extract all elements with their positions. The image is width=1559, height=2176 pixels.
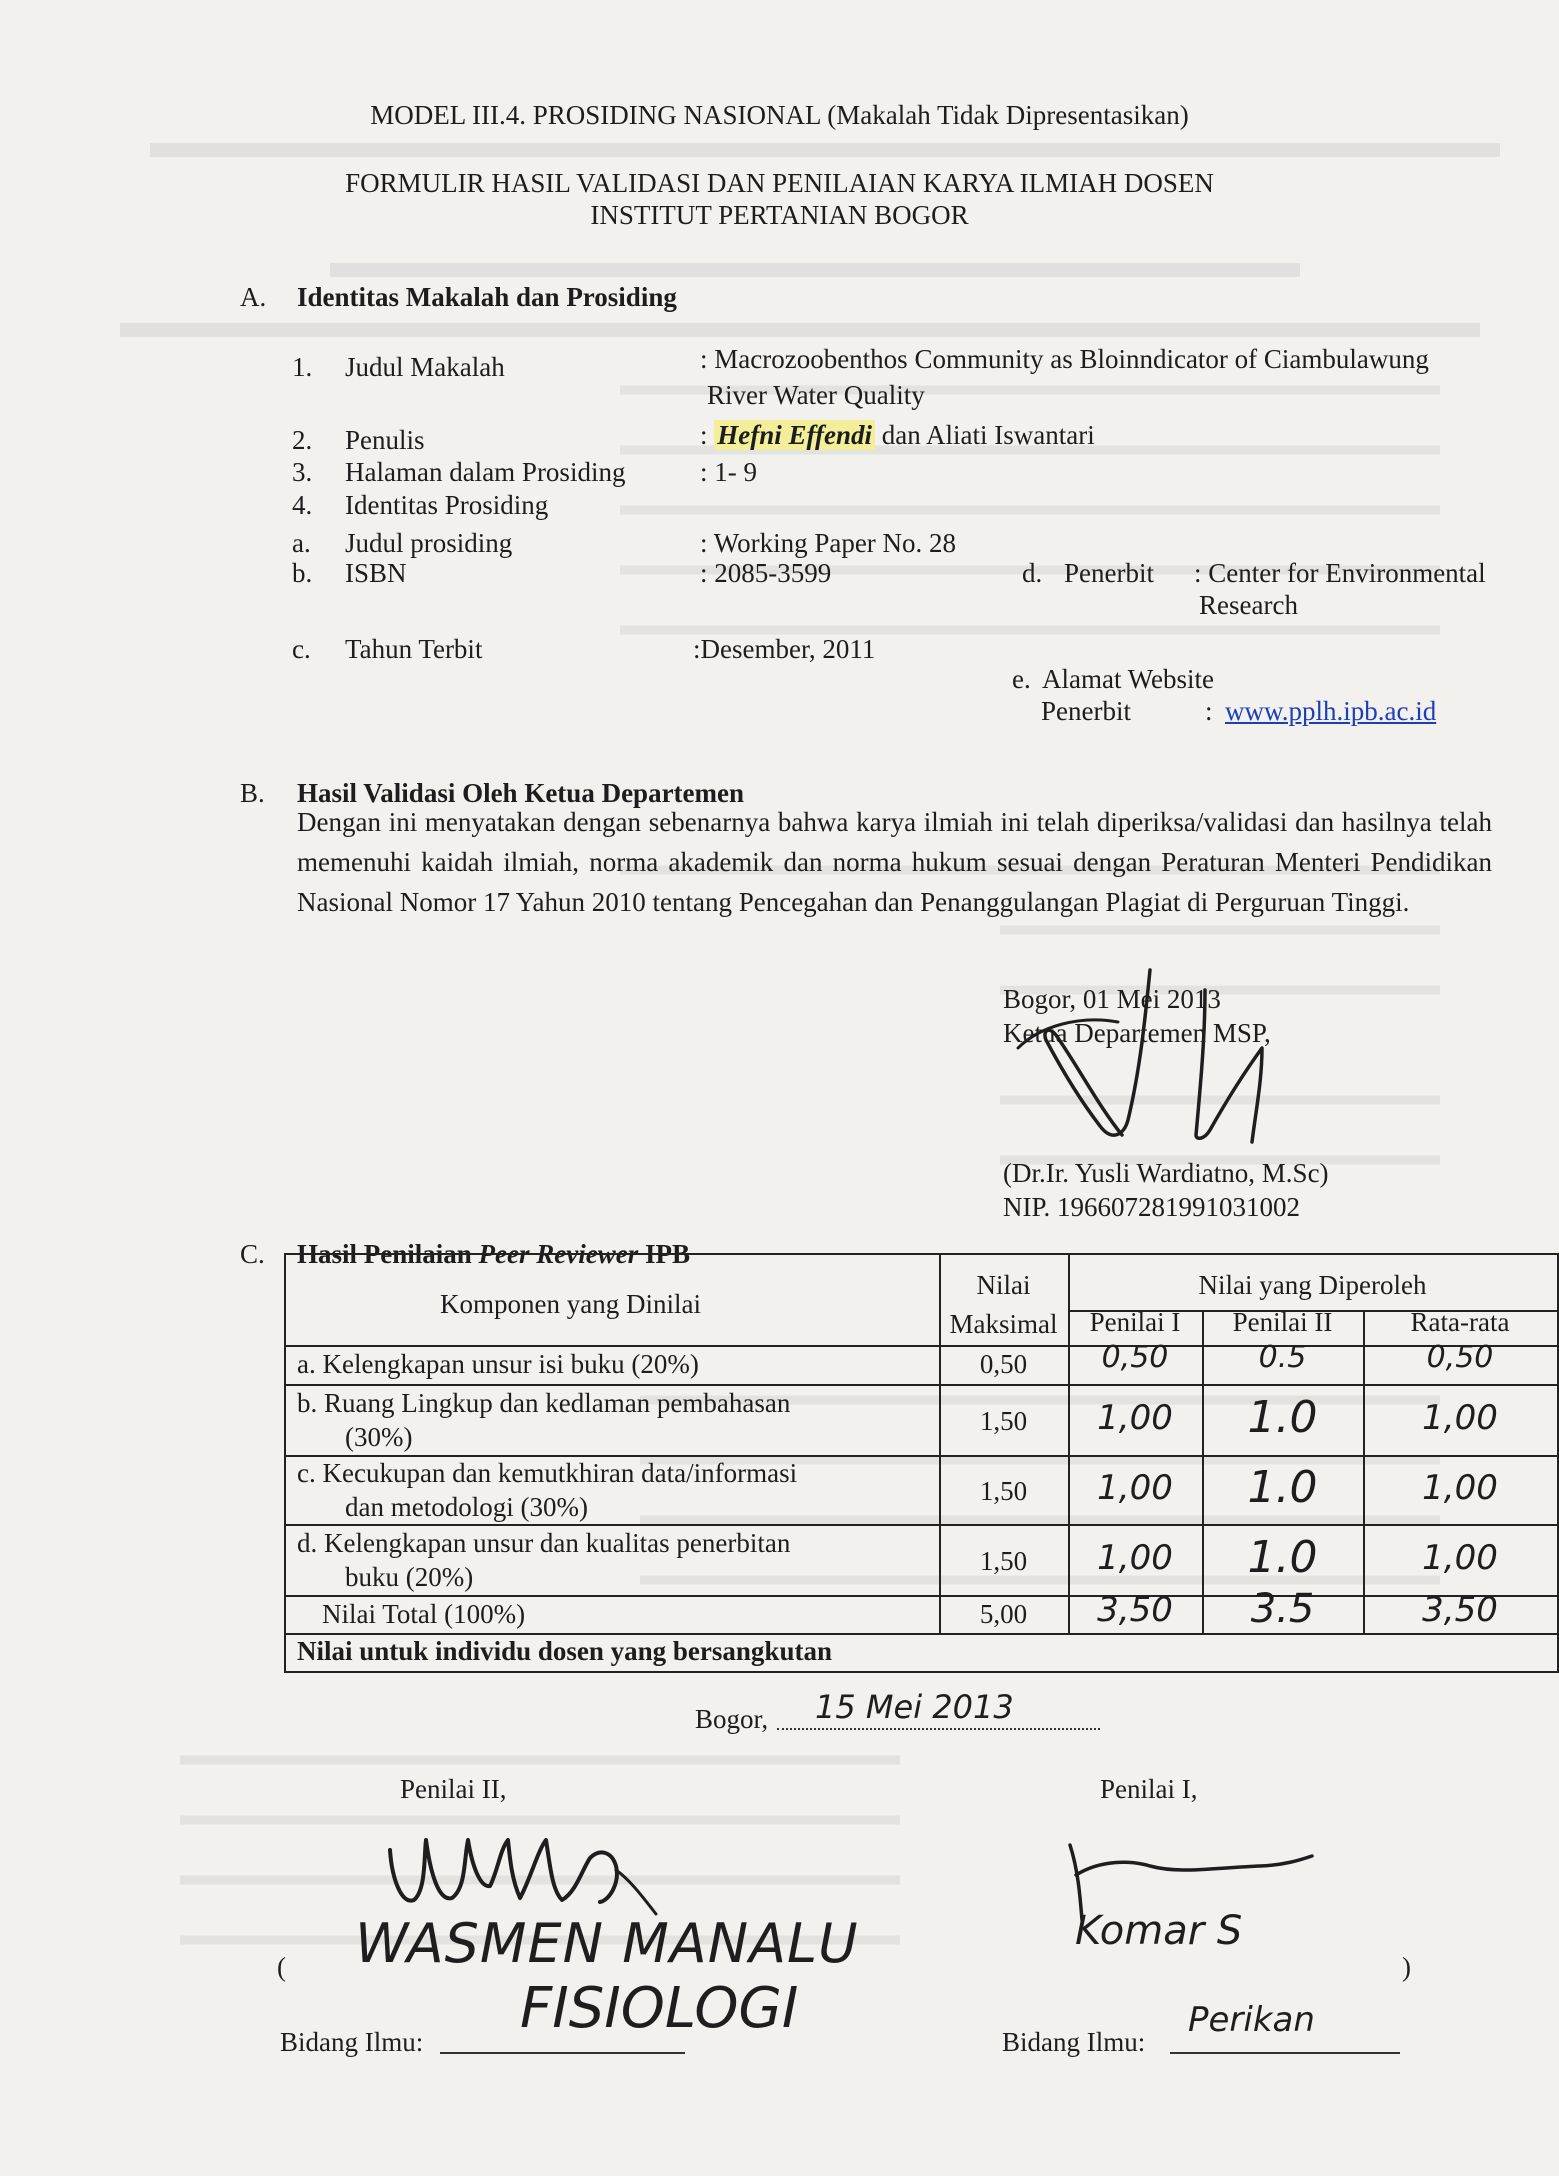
row-b-max: 1,50: [979, 1406, 1028, 1436]
row-c-max: 1,50: [979, 1476, 1028, 1506]
row-d-p1: 1,00: [1097, 1538, 1173, 1578]
sub-b-label: ISBN: [345, 558, 407, 588]
head-nilai: Nilai: [976, 1270, 1031, 1300]
sub-d-value: : Center for Environmental: [1194, 558, 1486, 588]
bidang-ilmu-label-left: Bidang Ilmu:: [280, 2027, 424, 2057]
row-c-p1: 1,00: [1097, 1468, 1173, 1508]
header-line-2: FORMULIR HASIL VALIDASI DAN PENILAIAN KARYA ILMIAH DOSEN: [345, 168, 1214, 198]
item-4-num: 4.: [292, 490, 313, 520]
item-1-value: : Macrozoobenthos Community as Bloinndicator of Ciambulawung: [700, 344, 1429, 374]
author-highlight: Hefni Effendi: [714, 420, 875, 450]
section-c-title-pre: Hasil Penilaian: [297, 1239, 479, 1269]
penilai-2-label: Penilai II,: [400, 1774, 507, 1804]
sub-e-label: Alamat Website: [1042, 664, 1215, 694]
row-c-avg: 1,00: [1422, 1468, 1498, 1508]
sub-e-letter: e.: [1012, 664, 1031, 694]
total-p2: 3.5: [1250, 1586, 1315, 1632]
sub-a-letter: a.: [292, 528, 311, 558]
row-c-label-2: dan metodologi (30%): [345, 1492, 588, 1522]
author-rest: dan Aliati Iswantari: [875, 420, 1095, 450]
head-component: Komponen yang Dinilai: [440, 1289, 701, 1319]
department-head-signature: [1000, 930, 1340, 1160]
item-4-label: Identitas Prosiding: [345, 490, 549, 520]
bidang-ilmu-value-left: FISIOLOGI: [520, 1976, 799, 2041]
footer-date-hand: 15 Mei 2013: [815, 1688, 1014, 1726]
head-penilai-1: Penilai I: [1089, 1307, 1181, 1337]
total-avg: 3,50: [1422, 1590, 1498, 1630]
row-a-p1: 0,50: [1101, 1340, 1169, 1375]
sub-d-letter: d.: [1022, 558, 1043, 588]
row-b-p1: 1,00: [1097, 1398, 1173, 1438]
head-maksimal: Maksimal: [949, 1309, 1058, 1339]
validation-name: (Dr.Ir. Yusli Wardiatno, M.Sc): [1003, 1158, 1329, 1188]
item-1-label: Judul Makalah: [345, 352, 505, 382]
validation-position: Ketua Departemen MSP,: [1003, 1018, 1271, 1048]
header-line-3: INSTITUT PERTANIAN BOGOR: [590, 200, 969, 230]
sub-c-value: :Desember, 2011: [693, 634, 876, 664]
sub-a-value: : Working Paper No. 28: [700, 528, 957, 558]
row-a-avg: 0,50: [1426, 1340, 1494, 1375]
bidang-ilmu-label-right: Bidang Ilmu:: [1002, 2027, 1146, 2057]
row-a-max: 0,50: [979, 1349, 1028, 1379]
sub-a-label: Judul prosiding: [345, 528, 513, 558]
item-3-value: : 1- 9: [700, 457, 757, 487]
section-c-letter: C.: [240, 1239, 265, 1269]
header-line-1: MODEL III.4. PROSIDING NASIONAL (Makalah Tidak Dipresentasikan): [370, 100, 1189, 130]
head-penilai-2: Penilai II: [1232, 1307, 1333, 1337]
row-c-p2: 1.0: [1247, 1462, 1318, 1513]
validation-place-date: Bogor, 01 Mei 2013: [1003, 984, 1221, 1014]
row-a-label: a. Kelengkapan unsur isi buku (20%): [297, 1349, 699, 1379]
sub-d-value-2: Research: [1199, 590, 1298, 620]
section-a-title: Identitas Makalah dan Prosiding: [297, 282, 677, 312]
section-c-title-em: Peer Reviewer: [478, 1239, 639, 1269]
penilai-1-name-hand: Komar S: [1075, 1908, 1243, 1954]
penilai-2-signature: [380, 1810, 680, 1920]
section-b-title: Hasil Validasi Oleh Ketua Departemen: [297, 778, 745, 808]
sub-b-value: : 2085-3599: [700, 558, 832, 588]
item-1-num: 1.: [292, 352, 313, 382]
penilai-1-close-paren: ): [1402, 1952, 1411, 1982]
penilai-1-label: Penilai I,: [1100, 1774, 1198, 1804]
footer-bogor-label: Bogor,: [695, 1704, 769, 1734]
total-label: Nilai Total (100%): [322, 1599, 526, 1629]
final-label: Nilai untuk individu dosen yang bersangkutan: [297, 1636, 832, 1666]
item-3-num: 3.: [292, 457, 313, 487]
row-d-label: d. Kelengkapan unsur dan kualitas penerbitan: [297, 1528, 791, 1558]
section-b-letter: B.: [240, 778, 265, 808]
publisher-website-link[interactable]: www.pplh.ipb.ac.id: [1225, 696, 1437, 726]
bidang-ilmu-line-right: [1170, 2052, 1400, 2054]
row-d-max: 1,50: [979, 1546, 1028, 1576]
sub-d-label: Penerbit: [1064, 558, 1154, 588]
section-c-title-post: IPB: [638, 1239, 690, 1269]
total-max: 5,00: [979, 1599, 1028, 1629]
row-d-avg: 1,00: [1422, 1538, 1498, 1578]
row-b-p2: 1.0: [1247, 1392, 1318, 1443]
sub-b-letter: b.: [292, 558, 313, 588]
footer-date-dotline: [777, 1728, 1100, 1730]
item-1-value-2: River Water Quality: [707, 380, 925, 410]
item-3-label: Halaman dalam Prosiding: [345, 457, 626, 487]
validation-nip: NIP. 196607281991031002: [1003, 1192, 1301, 1222]
row-b-label-2: (30%): [345, 1422, 413, 1452]
total-p1: 3,50: [1097, 1590, 1173, 1630]
item-2-value: : Hefni Effendi dan Aliati Iswantari: [700, 420, 1095, 450]
row-c-label: c. Kecukupan dan kemutkhiran data/informasi: [297, 1458, 798, 1488]
head-rata-rata: Rata-rata: [1410, 1307, 1510, 1337]
sub-c-letter: c.: [292, 634, 311, 664]
penilai-2-name-hand: WASMEN MANALU: [355, 1912, 859, 1975]
section-a-letter: A.: [240, 282, 267, 312]
penilai-2-open-paren: (: [277, 1952, 286, 1982]
row-b-label: b. Ruang Lingkup dan kedlaman pembahasan: [297, 1388, 791, 1418]
sub-e-colon: :: [1205, 696, 1213, 726]
item-2-num: 2.: [292, 425, 313, 455]
sub-e-label-2: Penerbit: [1041, 696, 1131, 726]
bidang-ilmu-value-right: Perikan: [1188, 2000, 1315, 2040]
row-d-p2: 1.0: [1247, 1532, 1318, 1583]
row-b-avg: 1,00: [1422, 1398, 1498, 1438]
bidang-ilmu-line-left: [440, 2052, 685, 2054]
validation-paragraph: Dengan ini menyatakan dengan sebenarnya bahwa karya ilmiah ini telah diperiksa/validasi dan hasilnya telah memenuhi kaidah ilmiah, norma akademik dan norma hukum sesuai dengan Peraturan Menteri Pendidikan Nasional Nomor 17 Yahun 2010 tentang Pencegahan dan Penanggulangan Plagiat di Perguruan Tinggi.: [297, 807, 1492, 917]
head-group: Nilai yang Diperoleh: [1198, 1270, 1427, 1300]
sub-c-label: Tahun Terbit: [345, 634, 483, 664]
item-2-label: Penulis: [345, 425, 425, 455]
row-d-label-2: buku (20%): [345, 1562, 474, 1592]
row-a-p2: 0.5: [1258, 1340, 1307, 1375]
